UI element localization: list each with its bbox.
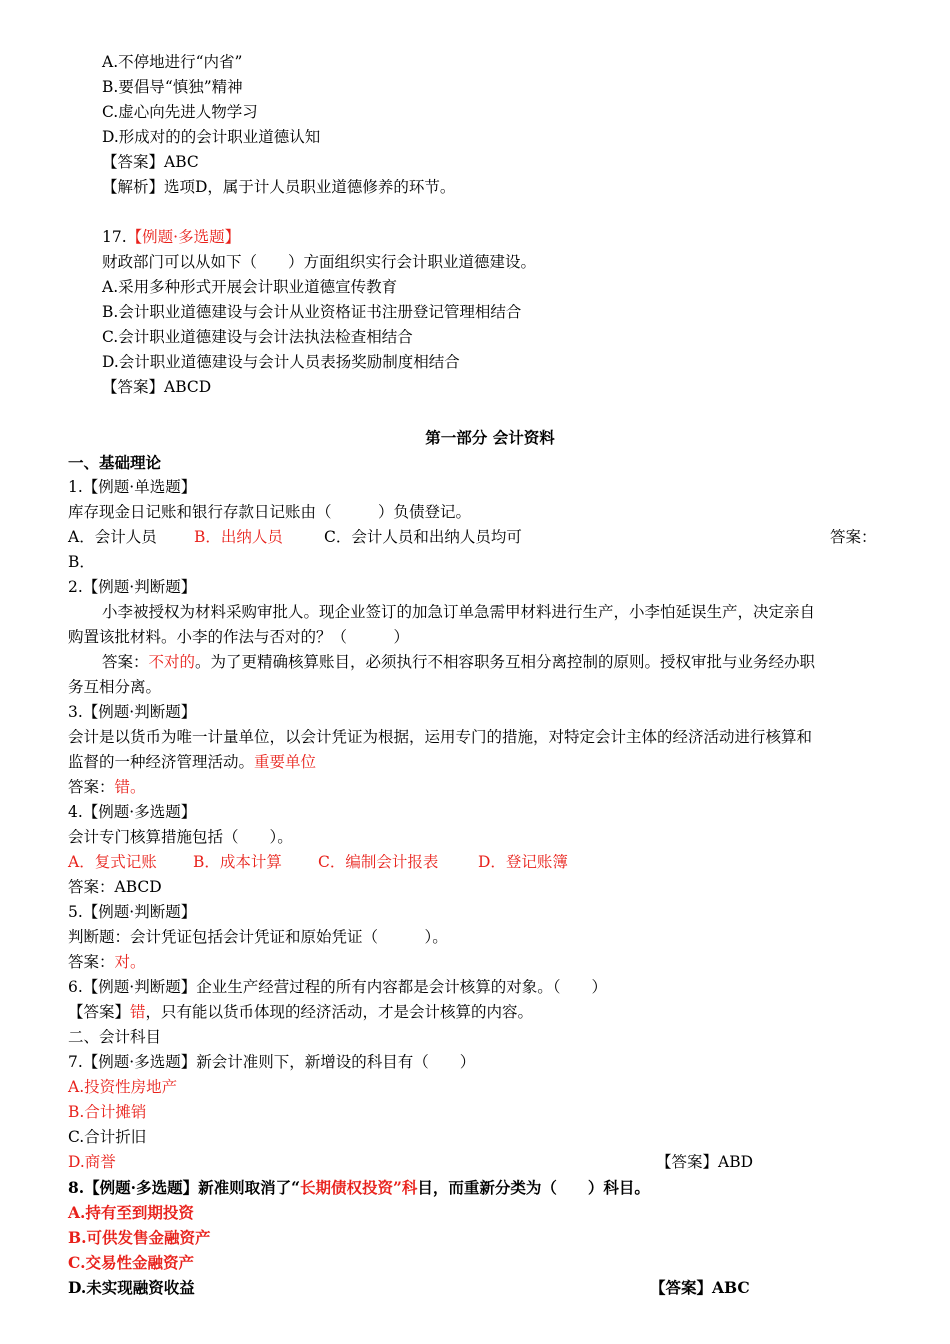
p8-option-b: B.可供发售金融资产 — [68, 1228, 211, 1247]
q17-answer: 【答案】ABCD — [102, 378, 212, 396]
p2-answer-red: 不对的 — [148, 653, 196, 671]
section-heading-accounts: 二、会计科目 — [68, 1028, 162, 1046]
p6-answer-rest: ，只有能以货币体现的经济活动，才是会计核算的内容。 — [145, 1003, 534, 1021]
p5-answer-red: 对。 — [114, 953, 146, 971]
p6-answer — [68, 1000, 533, 1025]
p1-stem: 库存现金日记账和银行存款日记账由（ ）负债登记。 — [68, 503, 472, 521]
q17-number: 17. — [102, 228, 127, 246]
p2-answer-prefix: 答案： — [102, 653, 149, 671]
p8-option-a: A.持有至到期投资 — [68, 1203, 194, 1222]
p7-answer: 【答案】ABD — [656, 1153, 754, 1171]
p4-option-d: D．登记账簿 — [478, 853, 568, 871]
p3-stem-line1: 会计是以货币为唯一计量单位，以会计凭证为根据，运用专门的措施，对特定会计主体的经济活动进行核算和 — [68, 728, 813, 746]
q16-option-d: D.形成对的的会计职业道德认知 — [102, 128, 321, 146]
p8-option-c: C.交易性金融资产 — [68, 1253, 194, 1272]
p2-answer-line2: 务互相分离。 — [68, 678, 162, 696]
p4-option-b: B．成本计算 — [193, 853, 282, 871]
p8-heading-post: 目，而重新分类为（ ）科目。 — [417, 1178, 650, 1197]
p2-heading: 2.【例题·判断题】 — [68, 578, 197, 596]
p5-answer-prefix: 答案： — [68, 953, 115, 971]
p3-stem-text: 监督的一种经济管理活动。 — [68, 753, 255, 771]
q16-analysis: 【解析】选项D，属于计人员职业道德修养的环节。 — [102, 178, 456, 196]
p4-option-a: A．复式记账 — [68, 853, 157, 871]
p3-answer-red: 错。 — [114, 778, 146, 796]
q17-tag: 【例题·多选题】 — [126, 228, 241, 246]
q16-option-c: C.虚心向先进人物学习 — [102, 103, 258, 121]
p3-stem-red: 重要单位 — [254, 753, 317, 771]
q17-heading — [102, 225, 240, 250]
p7-option-b: B.合计摊销 — [68, 1103, 147, 1121]
p6-answer-red: 错 — [130, 1003, 146, 1021]
p6-answer-prefix: 【答案】 — [68, 1003, 131, 1021]
p7-option-a: A.投资性房地产 — [68, 1078, 178, 1096]
q17-option-a: A.采用多种形式开展会计职业道德宣传教育 — [102, 278, 398, 296]
p3-answer-prefix: 答案： — [68, 778, 115, 796]
q17-option-d: D.会计职业道德建设与会计人员表扬奖励制度相结合 — [102, 353, 460, 371]
p5-stem: 判断题：会计凭证包括会计凭证和原始凭证（ ）。 — [68, 928, 448, 946]
p4-answer: 答案：ABCD — [68, 878, 162, 896]
p7-option-d: D.商誉 — [68, 1153, 116, 1171]
p1-option-c: C．会计人员和出纳人员均可 — [324, 528, 522, 546]
p7-option-c: C.合计折旧 — [68, 1128, 147, 1146]
p1-heading: 1.【例题·单选题】 — [68, 478, 197, 496]
q17-stem: 财政部门可以从如下（ ）方面组织实行会计职业道德建设。 — [102, 253, 537, 271]
section-heading-basic-theory: 一、基础理论 — [68, 453, 162, 472]
p2-answer-rest: 。为了更精确核算账目，必须执行不相容职务互相分离控制的原则。授权审批与业务经办职 — [195, 653, 816, 671]
p5-answer — [68, 950, 146, 975]
p5-heading: 5.【例题·判断题】 — [68, 903, 197, 921]
p1-answer-value: B． — [68, 553, 95, 571]
part-title: 第一部分 会计资料 — [425, 428, 555, 447]
p8-heading-red: 长期债权投资”科 — [300, 1178, 418, 1197]
p3-heading: 3.【例题·判断题】 — [68, 703, 197, 721]
p3-answer — [68, 775, 146, 800]
q16-option-b: B.要倡导“慎独”精神 — [102, 78, 243, 96]
p3-stem-line2 — [68, 750, 316, 775]
p4-heading: 4.【例题·多选题】 — [68, 803, 197, 821]
p4-stem: 会计专门核算措施包括（ ）。 — [68, 828, 293, 846]
q16-answer: 【答案】ABC — [102, 153, 199, 171]
p2-stem-line1: 小李被授权为材料采购审批人。现企业签订的加急订单急需甲材料进行生产，小李怕延误生产，决定亲自 — [102, 603, 816, 621]
p2-stem-line2: 购置该批材料。小李的作法与否对的？（ ） — [68, 628, 410, 646]
q17-option-b: B.会计职业道德建设与会计从业资格证书注册登记管理相结合 — [102, 303, 522, 321]
p8-answer: 【答案】ABC — [650, 1278, 750, 1297]
q16-option-a: A.不停地进行“内省” — [102, 53, 243, 71]
p7-heading: 7.【例题·多选题】新会计准则下，新增设的科目有（ ） — [68, 1053, 476, 1071]
p8-option-d: D.未实现融资收益 — [68, 1278, 195, 1297]
p4-option-c: C．编制会计报表 — [318, 853, 439, 871]
p1-option-b: B．出纳人员 — [194, 528, 283, 546]
p2-answer-line1 — [102, 650, 815, 675]
p1-answer-label: 答案： — [830, 528, 877, 546]
p1-option-a: A．会计人员 — [68, 528, 157, 546]
p6-heading: 6.【例题·判断题】企业生产经营过程的所有内容都是会计核算的对象。（ ） — [68, 978, 607, 996]
p8-heading-pre: 8.【例题·多选题】新准则取消了“ — [68, 1178, 300, 1197]
p8-heading — [68, 1175, 650, 1200]
q17-option-c: C.会计职业道德建设与会计法执法检查相结合 — [102, 328, 413, 346]
